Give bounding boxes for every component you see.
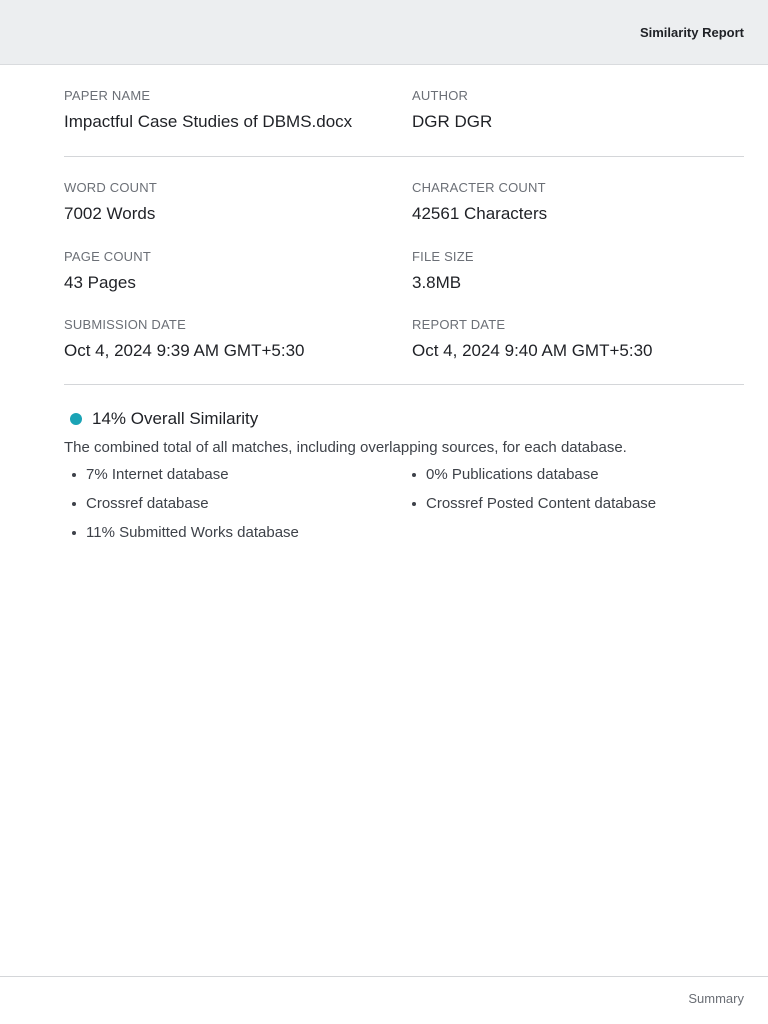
- page-count-field: [64, 249, 151, 293]
- page-count-value: 43 Pages: [64, 273, 136, 292]
- report-title: Similarity Report: [639, 25, 744, 40]
- character-count-label: CHARACTER COUNT: [412, 180, 546, 195]
- database-label: 11% Submitted Works database: [86, 524, 299, 541]
- file-size-label: FILE SIZE: [412, 249, 474, 264]
- author-field: [412, 88, 492, 132]
- list-item: [412, 466, 599, 483]
- report-date-value: Oct 4, 2024 9:40 AM GMT+5:30: [412, 341, 653, 360]
- word-count-value: 7002 Words: [64, 204, 156, 223]
- similarity-heading: [70, 409, 258, 429]
- footer-summary-label: Summary: [688, 991, 744, 1006]
- file-size-value: 3.8MB: [412, 273, 462, 292]
- divider: [64, 384, 744, 385]
- file-size-field: [412, 249, 474, 293]
- bullet-icon: [72, 531, 76, 535]
- database-label: Crossref Posted Content database: [426, 495, 657, 512]
- footer-divider: [0, 976, 768, 977]
- report-date-field: [412, 317, 653, 361]
- word-count-label: WORD COUNT: [64, 180, 157, 195]
- submission-date-field: [64, 317, 305, 361]
- bullet-icon: [412, 502, 416, 506]
- divider: [64, 156, 744, 157]
- list-item: [72, 466, 229, 483]
- database-label: 7% Internet database: [86, 466, 229, 483]
- page-count-label: PAGE COUNT: [64, 249, 151, 264]
- paper-name-label: PAPER NAME: [64, 88, 151, 103]
- header-bar: [0, 0, 768, 65]
- submission-date-value: Oct 4, 2024 9:39 AM GMT+5:30: [64, 341, 305, 360]
- author-label: AUTHOR: [412, 88, 469, 103]
- word-count-field: [64, 180, 157, 224]
- list-item: [72, 495, 209, 512]
- report-date-label: REPORT DATE: [412, 317, 506, 332]
- bullet-icon: [72, 502, 76, 506]
- similarity-description: The combined total of all matches, including overlapping sources, for each database.: [64, 439, 627, 456]
- bullet-icon: [412, 473, 416, 477]
- paper-name-value: Impactful Case Studies of DBMS.docx: [64, 112, 353, 131]
- character-count-field: [412, 180, 547, 224]
- bullet-icon: [72, 473, 76, 477]
- database-label: 0% Publications database: [426, 466, 599, 483]
- database-label: Crossref database: [86, 495, 209, 512]
- paper-name-field: [64, 88, 352, 132]
- similarity-dot-icon: [70, 413, 82, 425]
- similarity-title: 14% Overall Similarity: [92, 409, 259, 428]
- list-item: [412, 495, 656, 512]
- author-value: DGR DGR: [412, 112, 493, 131]
- submission-date-label: SUBMISSION DATE: [64, 317, 186, 332]
- list-item: [72, 524, 299, 541]
- character-count-value: 42561 Characters: [412, 204, 548, 223]
